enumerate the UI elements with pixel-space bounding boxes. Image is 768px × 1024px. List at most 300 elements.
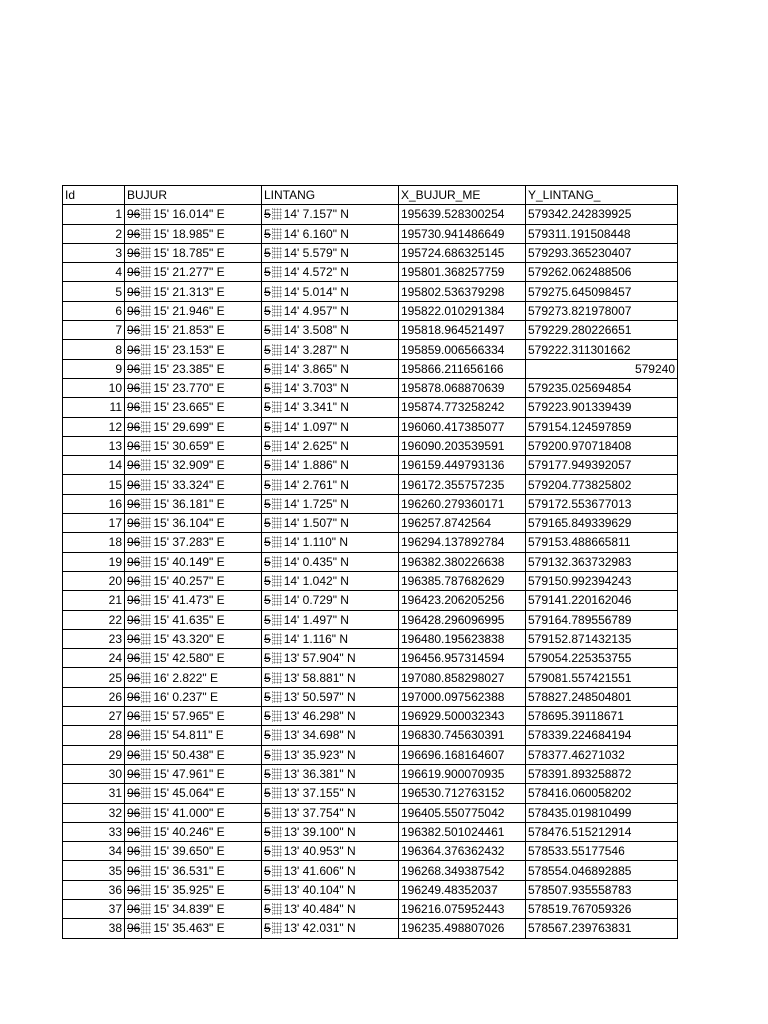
- table-row: [63, 803, 678, 822]
- cell-y-lintang[interactable]: 579150.992394243: [526, 571, 678, 590]
- bujur-degrees: 96: [127, 265, 141, 280]
- bujur-degrees: 96: [127, 554, 141, 569]
- cell-bujur[interactable]: [125, 822, 262, 841]
- cell-id[interactable]: 8: [63, 340, 125, 359]
- degree-symbol-missing-glyph-icon: [141, 768, 151, 780]
- cell-bujur[interactable]: [125, 282, 262, 301]
- cell-lintang[interactable]: [262, 533, 399, 552]
- cell-bujur[interactable]: [125, 436, 262, 455]
- cell-y-lintang[interactable]: 578519.767059326: [526, 899, 678, 918]
- bujur-degrees: 96: [127, 612, 141, 627]
- cell-lintang[interactable]: [262, 436, 399, 455]
- cell-x-bujur-me[interactable]: 196428.296096995: [399, 610, 526, 629]
- table-row: [63, 610, 678, 629]
- cell-bujur[interactable]: [125, 687, 262, 706]
- table-row: [63, 649, 678, 668]
- cell-lintang[interactable]: [262, 514, 399, 533]
- cell-lintang[interactable]: [262, 591, 399, 610]
- cell-x-bujur-me[interactable]: 196090.203539591: [399, 436, 526, 455]
- table-row: [63, 263, 678, 282]
- cell-lintang[interactable]: [262, 475, 399, 494]
- cell-y-lintang[interactable]: 579132.363732983: [526, 552, 678, 571]
- cell-id[interactable]: 2: [63, 224, 125, 243]
- cell-id[interactable]: 4: [63, 263, 125, 282]
- cell-lintang[interactable]: [262, 842, 399, 861]
- cell-y-lintang[interactable]: 579153.488665811: [526, 533, 678, 552]
- cell-lintang[interactable]: [262, 282, 399, 301]
- table-row: [63, 668, 678, 687]
- cell-id[interactable]: 9: [63, 359, 125, 378]
- bujur-degrees: 96: [127, 342, 141, 357]
- table-row: [63, 629, 678, 648]
- cell-x-bujur-me[interactable]: 196480.195623838: [399, 629, 526, 648]
- cell-y-lintang[interactable]: 579081.557421551: [526, 668, 678, 687]
- cell-id[interactable]: 18: [63, 533, 125, 552]
- cell-y-lintang[interactable]: 578507.935558783: [526, 880, 678, 899]
- cell-lintang[interactable]: [262, 205, 399, 224]
- degree-symbol-missing-glyph-icon: [141, 401, 151, 413]
- degree-symbol-missing-glyph-icon: [272, 479, 282, 491]
- cell-id[interactable]: 13: [63, 436, 125, 455]
- cell-y-lintang[interactable]: 578416.060058202: [526, 784, 678, 803]
- cell-bujur[interactable]: [125, 417, 262, 436]
- cell-x-bujur-me[interactable]: 196382.380226638: [399, 552, 526, 571]
- bujur-minutes-seconds: 15' 34.839" E: [153, 902, 225, 917]
- cell-lintang[interactable]: [262, 629, 399, 648]
- cell-y-lintang[interactable]: 579154.124597859: [526, 417, 678, 436]
- cell-y-lintang[interactable]: 579262.062488506: [526, 263, 678, 282]
- cell-bujur[interactable]: [125, 224, 262, 243]
- degree-symbol-missing-glyph-icon: [272, 826, 282, 838]
- bujur-minutes-seconds: 15' 23.153" E: [153, 342, 225, 357]
- cell-lintang[interactable]: [262, 340, 399, 359]
- cell-lintang[interactable]: [262, 571, 399, 590]
- lintang-minutes-seconds: 13' 57.904" N: [283, 651, 356, 666]
- cell-bujur[interactable]: [125, 861, 262, 880]
- cell-y-lintang[interactable]: 579054.225353755: [526, 649, 678, 668]
- cell-lintang[interactable]: [262, 764, 399, 783]
- cell-bujur[interactable]: [125, 475, 262, 494]
- cell-id[interactable]: 20: [63, 571, 125, 590]
- cell-x-bujur-me[interactable]: 195639.528300254: [399, 205, 526, 224]
- cell-id[interactable]: 21: [63, 591, 125, 610]
- cell-lintang[interactable]: [262, 494, 399, 513]
- cell-x-bujur-me[interactable]: 195866.211656166: [399, 359, 526, 378]
- cell-bujur[interactable]: [125, 842, 262, 861]
- cell-lintang[interactable]: [262, 243, 399, 262]
- lintang-degrees: 5: [264, 767, 271, 782]
- degree-symbol-missing-glyph-icon: [141, 710, 151, 722]
- bujur-minutes-seconds: 15' 29.699" E: [153, 419, 225, 434]
- cell-bujur[interactable]: [125, 668, 262, 687]
- cell-bujur[interactable]: [125, 707, 262, 726]
- cell-bujur[interactable]: [125, 514, 262, 533]
- lintang-minutes-seconds: 14' 3.508" N: [283, 323, 349, 338]
- bujur-degrees: 96: [127, 651, 141, 666]
- cell-x-bujur-me[interactable]: 196619.900070935: [399, 764, 526, 783]
- bujur-degrees: 96: [127, 477, 141, 492]
- cell-x-bujur-me[interactable]: 197080.858298027: [399, 668, 526, 687]
- cell-lintang[interactable]: [262, 456, 399, 475]
- header-lintang[interactable]: LINTANG: [262, 186, 399, 205]
- cell-lintang[interactable]: [262, 707, 399, 726]
- cell-x-bujur-me[interactable]: 196423.206205256: [399, 591, 526, 610]
- degree-symbol-missing-glyph-icon: [272, 807, 282, 819]
- cell-x-bujur-me[interactable]: 196405.550775042: [399, 803, 526, 822]
- cell-y-lintang[interactable]: 578476.515212914: [526, 822, 678, 841]
- degree-symbol-missing-glyph-icon: [141, 672, 151, 684]
- cell-x-bujur-me[interactable]: 196456.957314594: [399, 649, 526, 668]
- cell-lintang[interactable]: [262, 398, 399, 417]
- cell-y-lintang[interactable]: 578391.893258872: [526, 764, 678, 783]
- cell-x-bujur-me[interactable]: 196159.449793136: [399, 456, 526, 475]
- table-body: [63, 186, 678, 939]
- cell-bujur[interactable]: [125, 552, 262, 571]
- cell-id[interactable]: 34: [63, 842, 125, 861]
- cell-x-bujur-me[interactable]: 196249.48352037: [399, 880, 526, 899]
- cell-x-bujur-me[interactable]: 195818.964521497: [399, 321, 526, 340]
- degree-symbol-missing-glyph-icon: [272, 440, 282, 452]
- cell-lintang[interactable]: [262, 263, 399, 282]
- cell-y-lintang[interactable]: 579177.949392057: [526, 456, 678, 475]
- bujur-minutes-seconds: 15' 36.531" E: [153, 863, 225, 878]
- degree-symbol-missing-glyph-icon: [141, 652, 151, 664]
- cell-y-lintang[interactable]: 579273.821978007: [526, 301, 678, 320]
- lintang-minutes-seconds: 13' 50.597" N: [283, 689, 356, 704]
- cell-y-lintang[interactable]: 579342.242839925: [526, 205, 678, 224]
- cell-lintang[interactable]: [262, 919, 399, 938]
- table-row: [63, 591, 678, 610]
- cell-bujur[interactable]: [125, 205, 262, 224]
- cell-y-lintang[interactable]: 579141.220162046: [526, 591, 678, 610]
- lintang-degrees: 5: [264, 709, 271, 724]
- cell-id[interactable]: 19: [63, 552, 125, 571]
- cell-id[interactable]: 5: [63, 282, 125, 301]
- degree-symbol-missing-glyph-icon: [272, 344, 282, 356]
- cell-id[interactable]: 15: [63, 475, 125, 494]
- lintang-degrees: 5: [264, 747, 271, 762]
- cell-id[interactable]: 26: [63, 687, 125, 706]
- cell-id[interactable]: 6: [63, 301, 125, 320]
- degree-symbol-missing-glyph-icon: [272, 517, 282, 529]
- cell-bujur[interactable]: [125, 359, 262, 378]
- cell-bujur[interactable]: [125, 533, 262, 552]
- cell-y-lintang[interactable]: 579223.901339439: [526, 398, 678, 417]
- bujur-minutes-seconds: 15' 36.104" E: [153, 516, 225, 531]
- cell-y-lintang[interactable]: 579152.871432135: [526, 629, 678, 648]
- cell-bujur[interactable]: [125, 321, 262, 340]
- cell-x-bujur-me[interactable]: 196382.501024461: [399, 822, 526, 841]
- cell-y-lintang[interactable]: 579275.645098457: [526, 282, 678, 301]
- header-bujur[interactable]: BUJUR: [125, 186, 262, 205]
- degree-symbol-missing-glyph-icon: [141, 556, 151, 568]
- cell-id[interactable]: 35: [63, 861, 125, 880]
- degree-symbol-missing-glyph-icon: [141, 363, 151, 375]
- cell-id[interactable]: 33: [63, 822, 125, 841]
- cell-bujur[interactable]: [125, 610, 262, 629]
- degree-symbol-missing-glyph-icon: [141, 440, 151, 452]
- cell-id[interactable]: 38: [63, 919, 125, 938]
- cell-y-lintang[interactable]: 579229.280226651: [526, 321, 678, 340]
- cell-id[interactable]: 3: [63, 243, 125, 262]
- cell-lintang[interactable]: [262, 378, 399, 397]
- cell-bujur[interactable]: [125, 880, 262, 899]
- lintang-degrees: 5: [264, 921, 271, 936]
- lintang-degrees: 5: [264, 612, 271, 627]
- cell-id[interactable]: 10: [63, 378, 125, 397]
- cell-id[interactable]: 30: [63, 764, 125, 783]
- cell-x-bujur-me[interactable]: 196172.355757235: [399, 475, 526, 494]
- cell-bujur[interactable]: [125, 340, 262, 359]
- cell-bujur[interactable]: [125, 899, 262, 918]
- degree-symbol-missing-glyph-icon: [272, 729, 282, 741]
- cell-lintang[interactable]: [262, 610, 399, 629]
- cell-bujur[interactable]: [125, 263, 262, 282]
- degree-symbol-missing-glyph-icon: [141, 421, 151, 433]
- cell-x-bujur-me[interactable]: 197000.097562388: [399, 687, 526, 706]
- table-row: [63, 301, 678, 320]
- cell-id[interactable]: 25: [63, 668, 125, 687]
- table-row: [63, 726, 678, 745]
- bujur-minutes-seconds: 15' 23.770" E: [153, 381, 225, 396]
- bujur-minutes-seconds: 15' 39.650" E: [153, 844, 225, 859]
- bujur-minutes-seconds: 15' 40.149" E: [153, 554, 225, 569]
- lintang-minutes-seconds: 14' 2.625" N: [283, 439, 349, 453]
- degree-symbol-missing-glyph-icon: [272, 884, 282, 896]
- cell-x-bujur-me[interactable]: 195730.941486649: [399, 224, 526, 243]
- degree-symbol-missing-glyph-icon: [141, 575, 151, 587]
- cell-x-bujur-me[interactable]: 196530.712763152: [399, 784, 526, 803]
- cell-id[interactable]: 11: [63, 398, 125, 417]
- table-row: [63, 861, 678, 880]
- cell-x-bujur-me[interactable]: 196257.8742564: [399, 514, 526, 533]
- cell-x-bujur-me[interactable]: 195724.686325145: [399, 243, 526, 262]
- bujur-degrees: 96: [127, 863, 141, 878]
- lintang-minutes-seconds: 13' 58.881" N: [283, 670, 356, 685]
- bujur-degrees: 96: [127, 844, 141, 859]
- cell-id[interactable]: 7: [63, 321, 125, 340]
- bujur-degrees: 96: [127, 535, 141, 550]
- cell-y-lintang[interactable]: 578554.046892885: [526, 861, 678, 880]
- cell-x-bujur-me[interactable]: 196294.137892784: [399, 533, 526, 552]
- cell-id[interactable]: 14: [63, 456, 125, 475]
- cell-x-bujur-me[interactable]: 196260.279360171: [399, 494, 526, 513]
- cell-y-lintang[interactable]: 578377.46271032: [526, 745, 678, 764]
- cell-id[interactable]: 27: [63, 707, 125, 726]
- cell-id[interactable]: 29: [63, 745, 125, 764]
- cell-bujur[interactable]: [125, 649, 262, 668]
- cell-y-lintang[interactable]: 578533.55177546: [526, 842, 678, 861]
- cell-y-lintang[interactable]: 578435.019810499: [526, 803, 678, 822]
- cell-bujur[interactable]: [125, 745, 262, 764]
- cell-y-lintang[interactable]: 579164.789556789: [526, 610, 678, 629]
- bujur-degrees: 96: [127, 747, 141, 762]
- degree-symbol-missing-glyph-icon: [141, 594, 151, 606]
- cell-bujur[interactable]: [125, 591, 262, 610]
- cell-bujur[interactable]: [125, 571, 262, 590]
- coordinate-table: [62, 185, 678, 939]
- lintang-degrees: 5: [264, 728, 271, 743]
- bujur-minutes-seconds: 15' 57.965" E: [153, 709, 225, 724]
- cell-x-bujur-me[interactable]: 195874.773258242: [399, 398, 526, 417]
- cell-x-bujur-me[interactable]: 195801.368257759: [399, 263, 526, 282]
- cell-bujur[interactable]: [125, 456, 262, 475]
- lintang-degrees: 5: [264, 844, 271, 859]
- lintang-minutes-seconds: 14' 1.110" N: [283, 535, 349, 550]
- cell-x-bujur-me[interactable]: 196696.168164607: [399, 745, 526, 764]
- cell-x-bujur-me[interactable]: 196268.349387542: [399, 861, 526, 880]
- cell-lintang[interactable]: [262, 649, 399, 668]
- degree-symbol-missing-glyph-icon: [141, 344, 151, 356]
- cell-y-lintang[interactable]: 579311.191508448: [526, 224, 678, 243]
- cell-x-bujur-me[interactable]: 195878.068870639: [399, 378, 526, 397]
- cell-bujur[interactable]: [125, 803, 262, 822]
- lintang-minutes-seconds: 14' 0.729" N: [283, 593, 349, 608]
- cell-bujur[interactable]: [125, 726, 262, 745]
- table-row: [63, 205, 678, 224]
- bujur-minutes-seconds: 15' 21.853" E: [153, 323, 225, 338]
- cell-y-lintang[interactable]: 579235.025694854: [526, 378, 678, 397]
- cell-lintang[interactable]: [262, 784, 399, 803]
- lintang-minutes-seconds: 14' 6.160" N: [283, 226, 349, 241]
- lintang-minutes-seconds: 14' 0.435" N: [283, 554, 349, 569]
- cell-x-bujur-me[interactable]: 196364.376362432: [399, 842, 526, 861]
- cell-bujur[interactable]: [125, 784, 262, 803]
- cell-lintang[interactable]: [262, 668, 399, 687]
- header-id[interactable]: Id: [63, 186, 125, 205]
- lintang-degrees: 5: [264, 535, 271, 550]
- degree-symbol-missing-glyph-icon: [141, 633, 151, 645]
- cell-id[interactable]: 36: [63, 880, 125, 899]
- bujur-minutes-seconds: 15' 23.385" E: [153, 361, 225, 376]
- cell-y-lintang[interactable]: 578695.39118671: [526, 707, 678, 726]
- table-row: [63, 243, 678, 262]
- cell-x-bujur-me[interactable]: 195802.536379298: [399, 282, 526, 301]
- cell-y-lintang[interactable]: 579204.773825802: [526, 475, 678, 494]
- bujur-degrees: 96: [127, 689, 141, 704]
- cell-id[interactable]: 1: [63, 205, 125, 224]
- cell-x-bujur-me[interactable]: 196216.075952443: [399, 899, 526, 918]
- lintang-minutes-seconds: 13' 39.100" N: [283, 824, 356, 839]
- cell-bujur[interactable]: [125, 764, 262, 783]
- degree-symbol-missing-glyph-icon: [141, 691, 151, 703]
- degree-symbol-missing-glyph-icon: [272, 382, 282, 394]
- cell-y-lintang[interactable]: 579293.365230407: [526, 243, 678, 262]
- lintang-minutes-seconds: 13' 34.698" N: [283, 728, 356, 743]
- cell-bujur[interactable]: [125, 378, 262, 397]
- cell-bujur[interactable]: [125, 919, 262, 938]
- lintang-minutes-seconds: 14' 3.341" N: [283, 400, 349, 415]
- bujur-degrees: 96: [127, 303, 141, 318]
- bujur-degrees: 96: [127, 824, 141, 839]
- bujur-minutes-seconds: 15' 43.320" E: [153, 631, 225, 646]
- bujur-degrees: 96: [127, 670, 141, 685]
- cell-x-bujur-me[interactable]: 196929.500032343: [399, 707, 526, 726]
- cell-y-lintang[interactable]: 578567.239763831: [526, 919, 678, 938]
- cell-x-bujur-me[interactable]: 196235.498807026: [399, 919, 526, 938]
- lintang-degrees: 5: [264, 805, 271, 820]
- cell-bujur[interactable]: [125, 629, 262, 648]
- bujur-degrees: 96: [127, 631, 141, 646]
- lintang-degrees: 5: [264, 419, 271, 434]
- cell-lintang[interactable]: [262, 822, 399, 841]
- cell-lintang[interactable]: [262, 745, 399, 764]
- bujur-minutes-seconds: 15' 21.277" E: [153, 265, 225, 280]
- degree-symbol-missing-glyph-icon: [141, 865, 151, 877]
- cell-y-lintang[interactable]: 578827.248504801: [526, 687, 678, 706]
- header-row: [63, 186, 678, 205]
- cell-lintang[interactable]: [262, 552, 399, 571]
- cell-lintang[interactable]: [262, 899, 399, 918]
- bujur-degrees: 96: [127, 496, 141, 511]
- cell-y-lintang[interactable]: 579222.311301662: [526, 340, 678, 359]
- cell-lintang[interactable]: [262, 687, 399, 706]
- cell-bujur[interactable]: [125, 494, 262, 513]
- cell-x-bujur-me[interactable]: 195859.006566334: [399, 340, 526, 359]
- cell-x-bujur-me[interactable]: 196060.417385077: [399, 417, 526, 436]
- table-row: [63, 822, 678, 841]
- lintang-minutes-seconds: 13' 40.484" N: [283, 902, 356, 917]
- degree-symbol-missing-glyph-icon: [272, 286, 282, 298]
- table-row: [63, 899, 678, 918]
- cell-lintang[interactable]: [262, 301, 399, 320]
- cell-bujur[interactable]: [125, 301, 262, 320]
- cell-lintang[interactable]: [262, 880, 399, 899]
- cell-lintang[interactable]: [262, 224, 399, 243]
- cell-id[interactable]: 37: [63, 899, 125, 918]
- cell-id[interactable]: 23: [63, 629, 125, 648]
- bujur-degrees: 96: [127, 882, 141, 897]
- cell-id[interactable]: 28: [63, 726, 125, 745]
- header-y-lintang[interactable]: Y_LINTANG_: [526, 186, 678, 205]
- cell-x-bujur-me[interactable]: 196830.745630391: [399, 726, 526, 745]
- cell-id[interactable]: 12: [63, 417, 125, 436]
- cell-id[interactable]: 31: [63, 784, 125, 803]
- cell-y-lintang[interactable]: 578339.224684194: [526, 726, 678, 745]
- cell-id[interactable]: 22: [63, 610, 125, 629]
- degree-symbol-missing-glyph-icon: [141, 922, 151, 934]
- cell-id[interactable]: 32: [63, 803, 125, 822]
- cell-id[interactable]: 17: [63, 514, 125, 533]
- lintang-degrees: 5: [264, 246, 271, 261]
- cell-lintang[interactable]: [262, 803, 399, 822]
- degree-symbol-missing-glyph-icon: [141, 787, 151, 799]
- cell-id[interactable]: 24: [63, 649, 125, 668]
- cell-x-bujur-me[interactable]: 195822.010291384: [399, 301, 526, 320]
- cell-bujur[interactable]: [125, 243, 262, 262]
- cell-y-lintang[interactable]: 579172.553677013: [526, 494, 678, 513]
- lintang-minutes-seconds: 14' 4.957" N: [283, 303, 349, 318]
- cell-y-lintang[interactable]: 579200.970718408: [526, 436, 678, 455]
- cell-bujur[interactable]: [125, 398, 262, 417]
- lintang-degrees: 5: [264, 824, 271, 839]
- cell-x-bujur-me[interactable]: 196385.787682629: [399, 571, 526, 590]
- bujur-minutes-seconds: 15' 21.946" E: [153, 303, 225, 318]
- cell-lintang[interactable]: [262, 726, 399, 745]
- cell-lintang[interactable]: [262, 359, 399, 378]
- header-x-bujur-me[interactable]: X_BUJUR_ME: [399, 186, 526, 205]
- lintang-minutes-seconds: 14' 1.507" N: [283, 516, 349, 531]
- cell-y-lintang[interactable]: 579165.849339629: [526, 514, 678, 533]
- bujur-minutes-seconds: 15' 50.438" E: [153, 747, 225, 762]
- lintang-minutes-seconds: 14' 2.761" N: [283, 477, 349, 492]
- cell-lintang[interactable]: [262, 417, 399, 436]
- cell-lintang[interactable]: [262, 321, 399, 340]
- cell-id[interactable]: 16: [63, 494, 125, 513]
- cell-lintang[interactable]: [262, 861, 399, 880]
- cell-y-lintang[interactable]: 579240: [526, 359, 678, 378]
- lintang-degrees: 5: [264, 496, 271, 511]
